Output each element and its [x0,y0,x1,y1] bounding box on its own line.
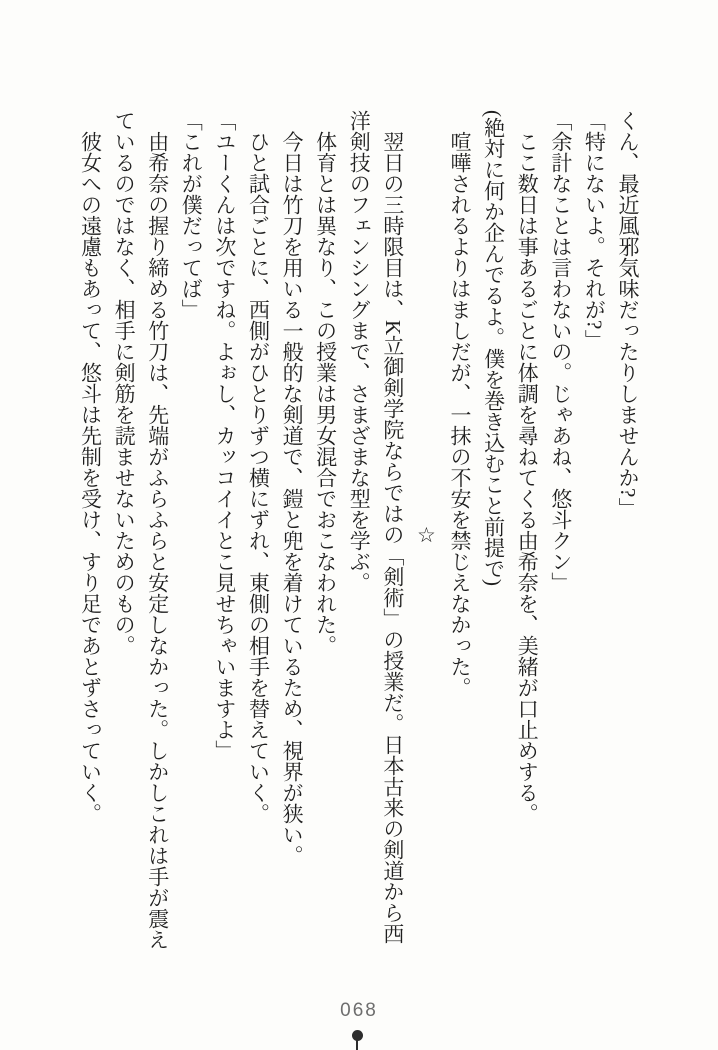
paragraph-dialogue: 「ユーくんは次ですね。よぉし、カッコイイとこ見せちゃいますよ」 [212,110,237,761]
paragraph-narration: 体育とは異なり、この授業は男女混合でおこなわれた。 [313,110,338,656]
paragraph-narration: ひと試合ごとに、西側がひとりずつ横にずれ、東側の相手を替えていく。 [246,110,271,824]
paragraph-narration: 翌日の三時限目は、K立御剣学院ならではの「剣術」の授業だ。日本古来の剣道から西洋剣技のフェンシングまで、さまざまな型を学ぶ。 [347,110,405,945]
paragraph-narration: 喧嘩されるよりはましだが、一抹の不安を禁じえなかった。 [448,110,473,698]
paragraph-dialogue: 「これが僕だってば」 [179,110,204,320]
paragraph-dialogue-continuation: くん、最近風邪気味だったりしませんか?」 [616,110,640,519]
paragraph-narration: ここ数日は事あるごとに体調を尋ねてくる由希奈を、美緒が口止めする。 [515,110,540,824]
page-number: 068 [340,1000,378,1021]
body-text [69,110,644,960]
paragraph-narration: 由希奈の握り締める竹刀は、先端がふらふらと安定しなかった。しかしこれは手が震えているのではなく、相手に剣筋を読ませないためのもの。 [112,110,170,950]
paragraph-narration: 今日は竹刀を用いる一般的な剣道で、鎧と兜を着けているため、視界が狭い。 [280,110,305,866]
paragraph-dialogue: 「余計なことは言わないの。じゃあね、悠斗クン」 [548,110,573,593]
paragraph-inner-thought: (絶対に何か企んでるよ。僕を巻き込むこと前提で) [481,110,506,586]
footer-marker-stem [356,1039,358,1050]
paragraph-narration: 彼女への遠慮もあって、悠斗は先制を受け、すり足であとずさっていく。 [78,110,103,824]
section-separator-star: ☆ [414,523,439,547]
paragraph-dialogue: 「特にないよ。それが?」 [582,110,607,351]
